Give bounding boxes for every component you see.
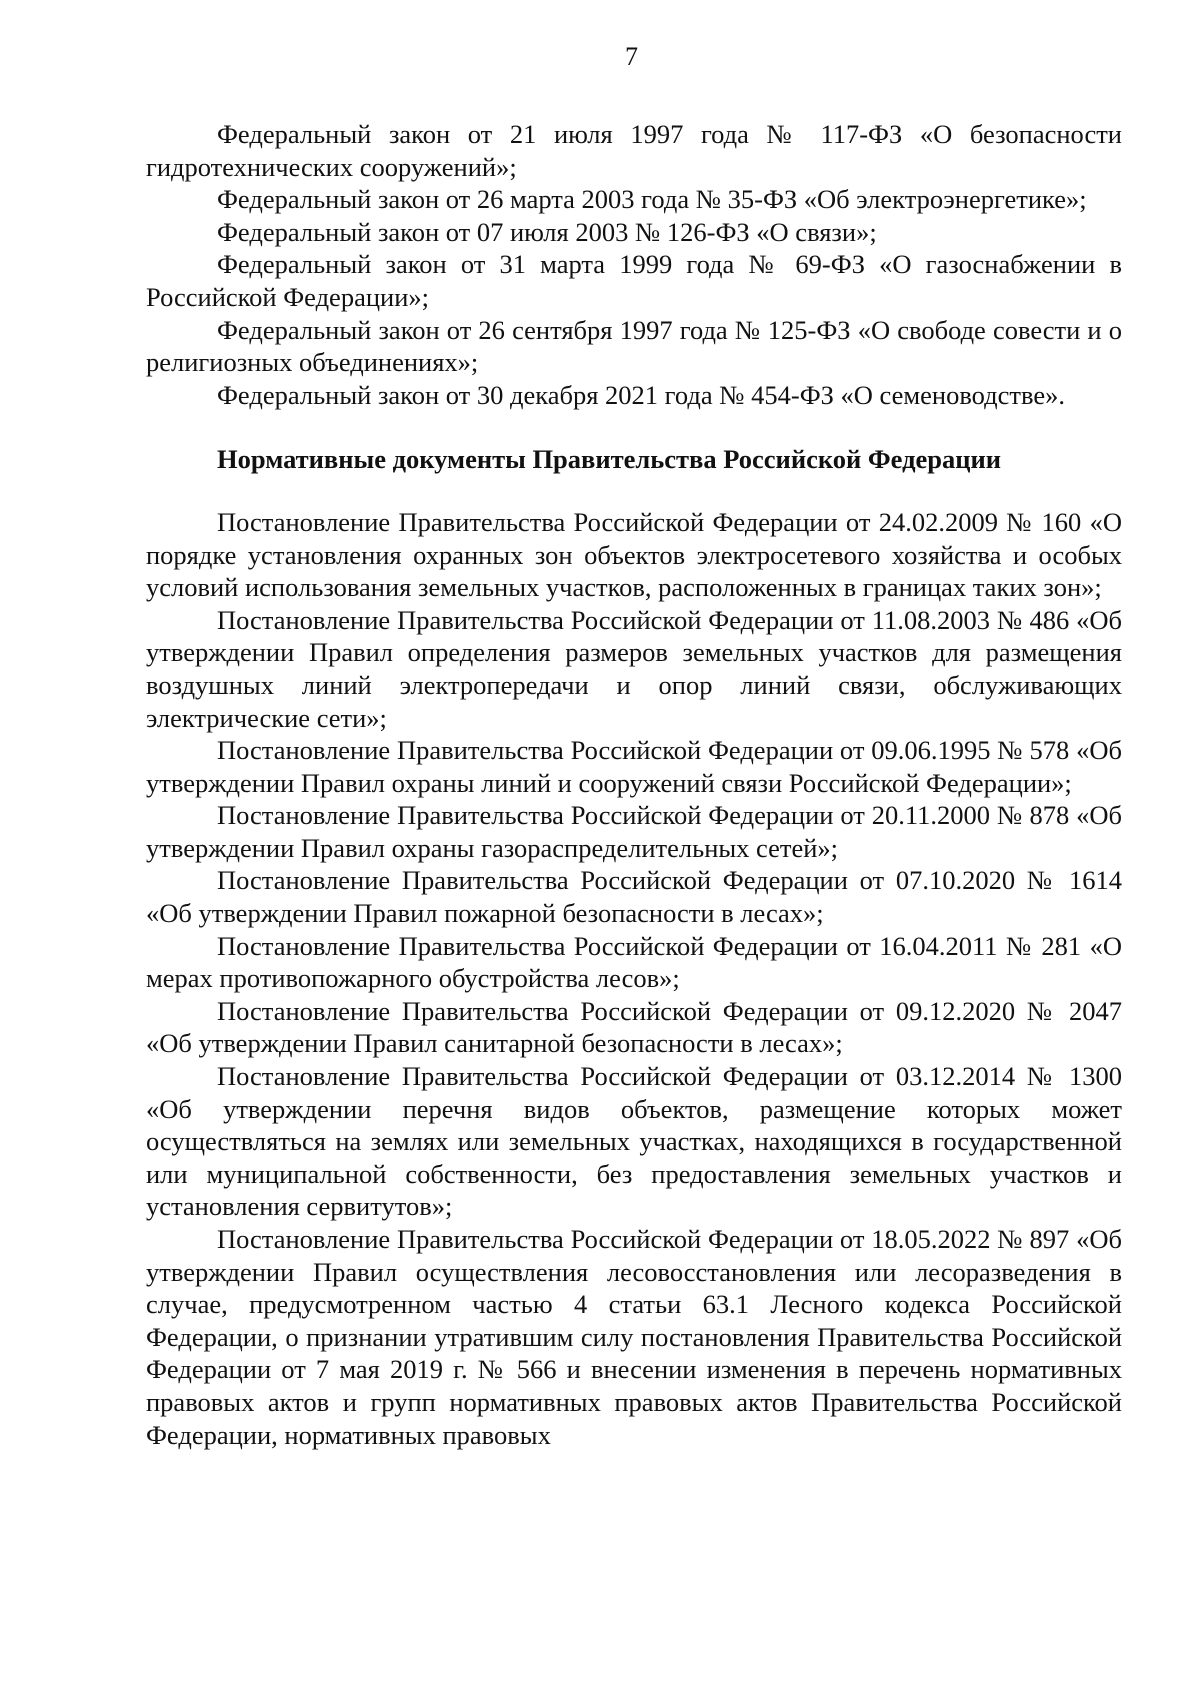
law-item: Федеральный закон от 21 июля 1997 года № 117-ФЗ «О безопасности гидротехнических сооружений»; <box>146 119 1122 182</box>
law-item: Федеральный закон от 31 марта 1999 года № 69-ФЗ «О газоснабжении в Российской Федерации»; <box>146 249 1122 312</box>
law-item: Федеральный закон от 26 сентября 1997 года № 125-ФЗ «О свободе совести и о религиозных объединениях»; <box>146 314 1122 378</box>
federal-laws-list <box>146 118 1122 411</box>
resolution-item: Постановление Правительства Российской Федерации от 20.11.2000 № 878 «Об утверждении Правил охраны газораспределительных сетей»; <box>146 800 1122 863</box>
law-item: Федеральный закон от 26 марта 2003 года № 35-ФЗ «Об электроэнергетике»; <box>217 184 1087 215</box>
law-item: Федеральный закон от 30 декабря 2021 года № 454-ФЗ «О семеноводстве». <box>217 379 1065 410</box>
resolution-item: Постановление Правительства Российской Федерации от 09.06.1995 № 578 «Об утверждении Правил охраны линий и сооружений связи Российской Федерации»; <box>146 735 1122 798</box>
resolution-item: Постановление Правительства Российской Федерации от 18.05.2022 № 897 «Об утверждении Правил осуществления лесовосстановления или лесоразведения в случае, предусмотренном частью 4 статьи 63.1 Лесного кодекса Российской Федерации, о признании утратившим силу постановления Правительства Российской Федерации от 7 мая 2019 г. № 566 и внесении изменения в перечень нормативных правовых актов и групп нормативных правовых актов Правительства Российской Федерации, нормативных правовых <box>146 1224 1122 1450</box>
resolution-item: Постановление Правительства Российской Федерации от 11.08.2003 № 486 «Об утверждении Правил определения размеров земельных участков для размещения воздушных линий электропередачи и опор линий связи, обслуживающих электрические сети»; <box>146 604 1122 733</box>
law-item: Федеральный закон от 07 июля 2003 № 126-ФЗ «О связи»; <box>217 216 877 247</box>
section-heading: Нормативные документы Правительства Российской Федерации <box>217 444 1002 475</box>
document-body <box>146 118 1122 1451</box>
page-number: 7 <box>625 42 638 71</box>
resolution-item: Постановление Правительства Российской Федерации от 16.04.2011 № 281 «О мерах противопожарного обустройства лесов»; <box>146 930 1122 994</box>
resolution-item: Постановление Правительства Российской Федерации от 24.02.2009 № 160 «О порядке установления охранных зон объектов электросетевого хозяйства и особых условий использования земельных участков, расположенных в границах таких зон»; <box>146 506 1122 603</box>
resolution-item: Постановление Правительства Российской Федерации от 07.10.2020 № 1614 «Об утверждении Правил пожарной безопасности в лесах»; <box>146 865 1122 929</box>
resolution-item: Постановление Правительства Российской Федерации от 09.12.2020 № 2047 «Об утверждении Правил санитарной безопасности в лесах»; <box>146 995 1122 1059</box>
government-resolutions-list <box>146 506 1122 1451</box>
resolution-item: Постановление Правительства Российской Федерации от 03.12.2014 № 1300 «Об утверждении перечня видов объектов, размещение которых может осуществляться на землях или земельных участках, находящихся в государственной или муниципальной собственности, без предоставления земельных участков и установления сервитутов»; <box>146 1061 1122 1222</box>
